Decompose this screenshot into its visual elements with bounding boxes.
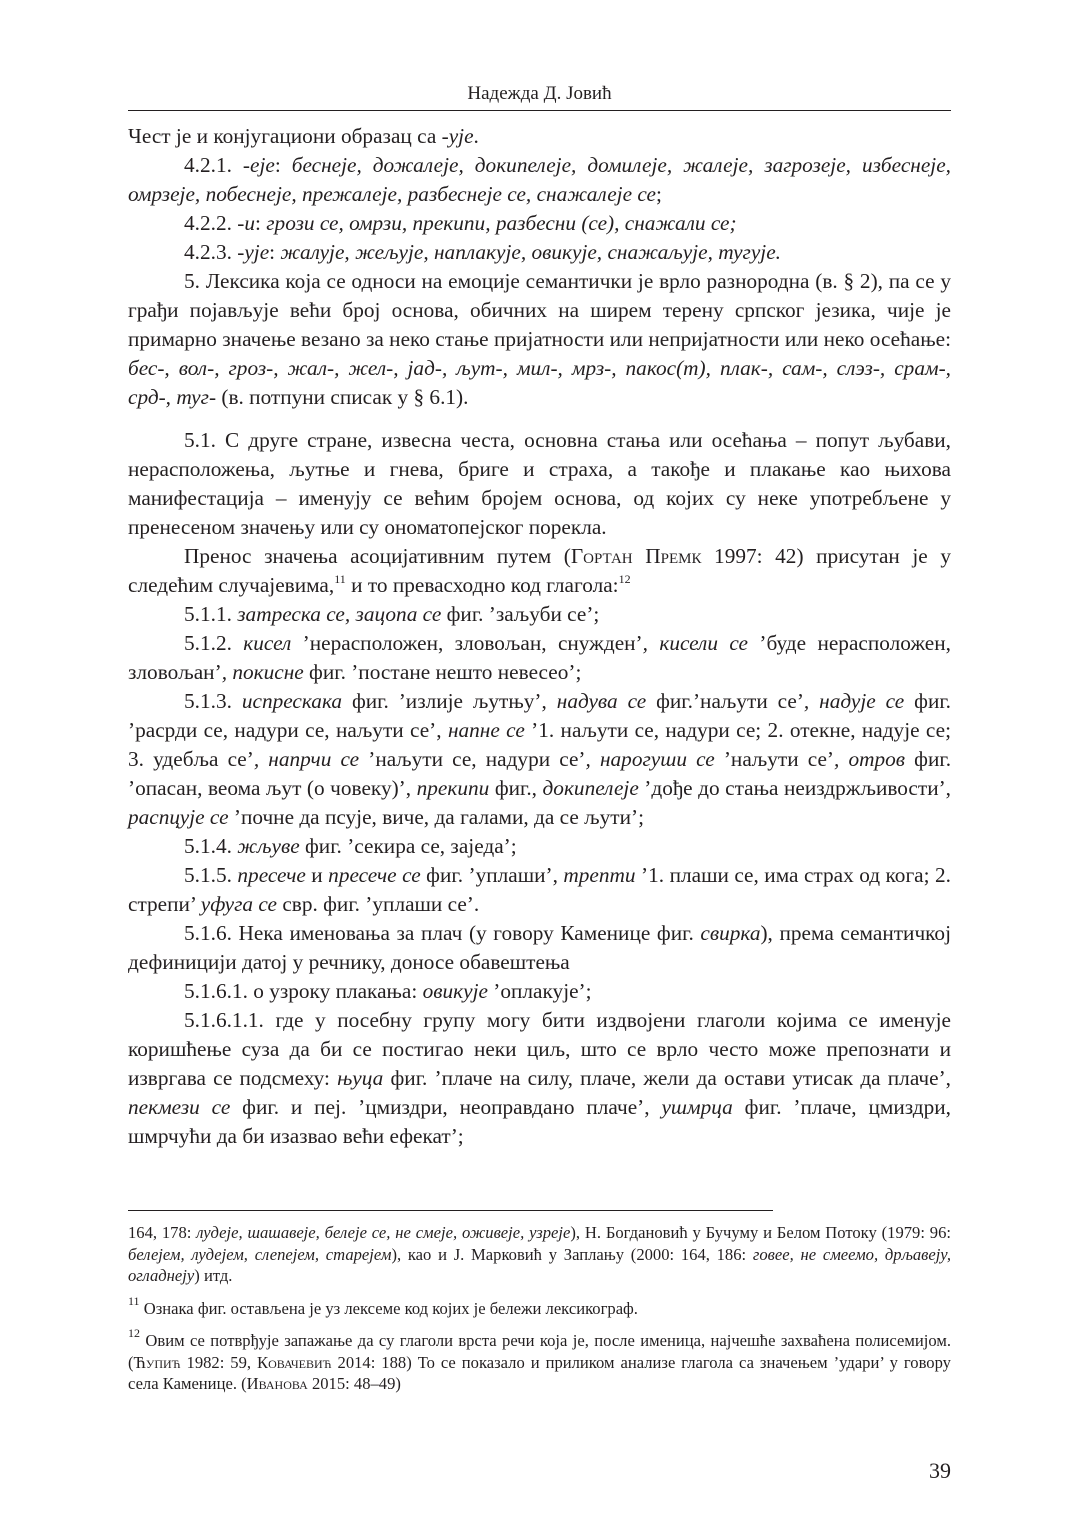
paragraph-transfer: Пренос значења асоцијативним путем (Гортан Премк 1997: 42) присутан је у следећим случајевима,$^{11}$ и то превасходно код глагола:$^{12}$ — [128, 544, 951, 597]
paragraph-5-1-6-1-1: 5.1.6.1.1. где у посебну групу могу бити издвојени глаголи којима се именује коришћење суза да би се постигао неки циљ, што се врло често може препознати и извргава се подсмеху: њуца фиг. ’плаче на силу, плаче, жели да остави утисак да плаче’, пекмези се фиг. и пеј. ’цмиздри, неоправдано плаче’, ушмрца фиг. ’плаче, цмиздри, шмрчући да би изазвао већи ефекат’; — [128, 1008, 951, 1148]
paragraph-5-1-6: 5.1.6. Нека именовања за плач (у говору Каменице фиг. свирка), према семантичкој дефиницији датој у речнику, доносе обавештења — [128, 921, 951, 974]
running-title: Надежда Д. Јовић — [467, 83, 612, 104]
footnote-ref-12: 12 — [618, 572, 631, 586]
paragraph-4-2-3: 4.2.3. -ује: жалује, жељује, наплакује, овикује, снажаљује, тугује. — [184, 240, 781, 264]
paragraph-5-1-6-1: 5.1.6.1. о узроку плакања: овикује ’оплакује’; — [184, 979, 592, 1003]
paragraph-5-1-5: 5.1.5. пресече и пресече се фиг. ’уплаши’, трепти ’1. плаши се, има страх од кога; 2. стрепи’ уфуга се свр. фиг. ’уплаши се’. — [128, 863, 951, 916]
paragraph-conjugation: Чест је и конјугациони образац са -ује. — [128, 124, 479, 148]
footnote-11: $^{11}$ Ознака фиг. остављена је уз лексеме код којих је бележи лексикограф. — [128, 1294, 638, 1318]
page-number: 39 — [929, 1458, 951, 1483]
paragraph-5: 5. Лексика која се односи на емоције семантички је врло разнородна (в. § 2), па се у грађи појављује већи број основа, обичних на ширем терену српског језика, чије је примарно значење везано за неко стање пријатности или непријатности или неко осећање: бес-, вол-, гроз-, жал-, жел-, јад-, љут-, мил-, мрз-, пакос(т), плак-, сам-, слэз-, срам-, срд-, туг- (в. потпуни списак у § 6.1). — [128, 269, 951, 409]
paragraph-4-2-1: 4.2.1. -еје: беснеје, дожалеје, докипелеје, домилеје, жалеје, загрозеје, избеснеје, омрзеје, побеснеје, прежалеје, разбеснеје се, снажалеје се; — [128, 153, 951, 206]
paragraph-5-1-4: 5.1.4. жљуве фиг. ’секира се, заједа’; — [184, 834, 517, 858]
footnote-rule — [128, 1210, 773, 1211]
paragraph-5-1-1: 5.1.1. затреска се, зацопа се фиг. ’заљуби се’; — [184, 602, 600, 626]
paragraph-5-1-3: 5.1.3. испрескака фиг. ’излије љутњу’, надува се фиг.’наљути се’, надује се фиг. ’расрди се, надури се, наљути се’, напне се ’1. наљути се, надури се; 2. отекне, надује се; 3. удебља се’, напрчи се ’наљути се, надури се’, нарогуши се ’наљути се’, отров фиг. ’опасан, веома љут (о човеку)’, прекипи фиг., докипелеје ’дође до стања неиздржљивости’, распцује се ’почне да псује, виче, да галами, да се љути’; — [128, 689, 952, 829]
paragraph-4-2-2: 4.2.2. -и: грози се, омрзи, прекипи, разбесни (се), снажали се; — [184, 211, 737, 235]
main-text — [128, 122, 951, 1151]
footnote-12: $^{12}$ Овим се потврђује запажање да су глаголи врста речи која је, после именица, најчешће захваћена полисемијом. (Ћупић 1982: 59, Ковачевић 2014: 188) То се показало и приликом анализе глагола са значењем ’удари’ у говору села Каменице. (Иванова 2015: 48–49) — [128, 1326, 951, 1393]
footnote-continued: 164, 178: лудеје, шашавеје, белеје се, не смеје, оживеје, узреје), Н. Богдановић у Бучуму и Белом Потоку (1979: 96: белејем, лудејем, слепејем, старејем), као и Ј. Марковић у Заплању (2000: 164, 186: говее, не смеемо, дрљавеју, огладнеју) итд. — [128, 1223, 951, 1285]
paragraph-5-1: 5.1. С друге стране, извесна честа, основна стања или осећања – попут љубави, нерасположења, љутње и гнева, бриге и страха, а такође и плакање као њихова манифестација – именују се већим бројем основа, од којих су неке употребљене у пренесеном значењу или су ономатопејског порекла. — [128, 428, 951, 539]
footnote-ref-11: 11 — [334, 572, 346, 586]
running-header — [128, 80, 951, 111]
paragraph-5-1-2: 5.1.2. кисел ’нерасположен, зловољан, снужден’, кисели се ’буде нерасположен, зловољан’, покисне фиг. ’постане нешто невесео’; — [128, 631, 951, 684]
